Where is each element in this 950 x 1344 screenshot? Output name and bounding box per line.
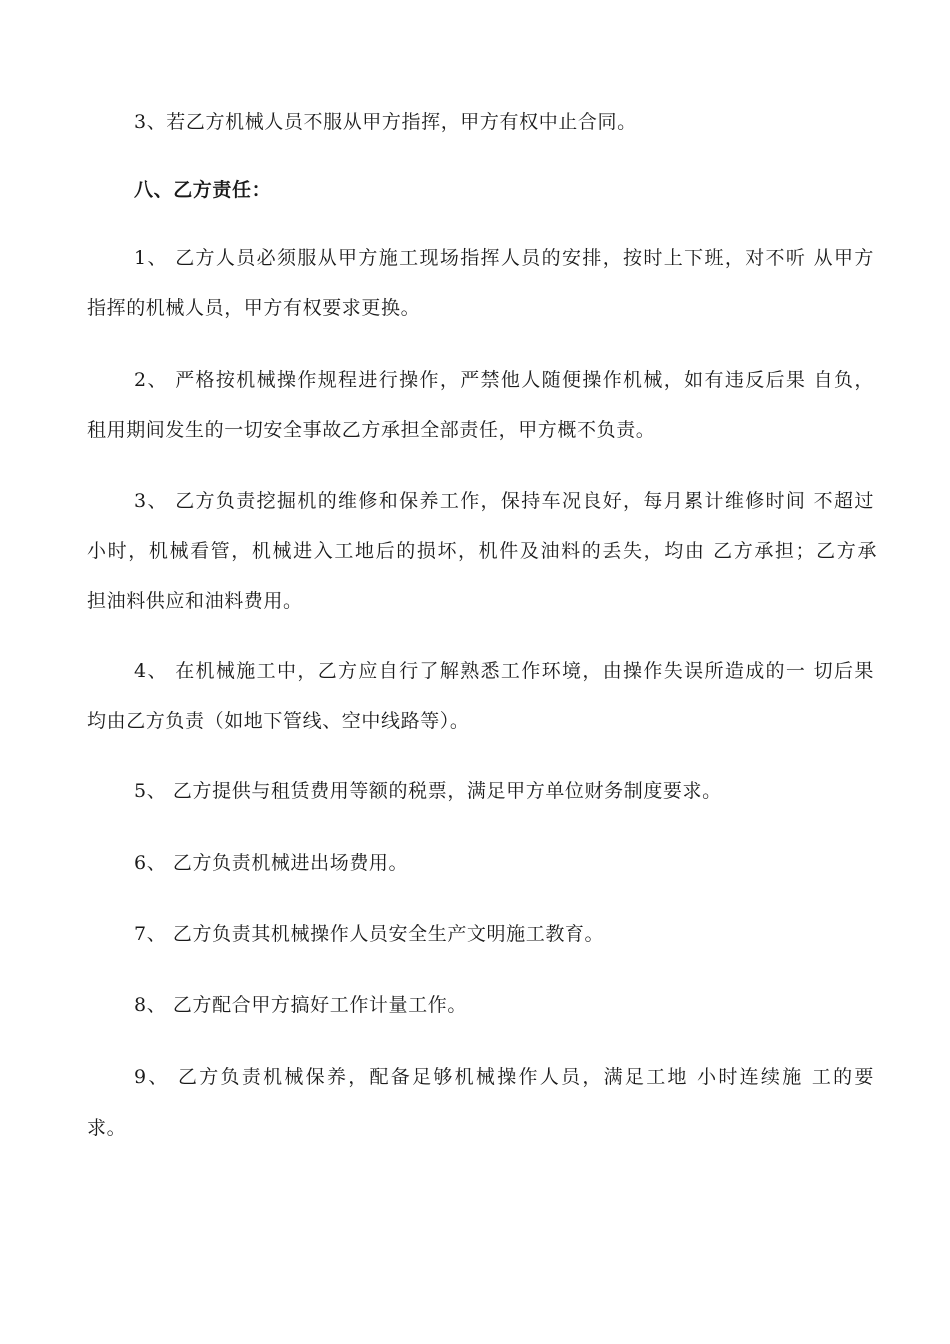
item-2-line-1: 2、 严格按机械操作规程进行操作，严禁他人随便操作机械，如有违反后果 自负， <box>134 369 874 391</box>
item-1-line-2: 指挥的机械人员，甲方有权要求更换。 <box>87 297 421 319</box>
item-6: 6、 乙方负责机械进出场费用。 <box>134 852 409 874</box>
item-9-line-2: 求。 <box>87 1117 127 1139</box>
item-2-line-2: 租用期间发生的一切安全事故乙方承担全部责任，甲方概不负责。 <box>87 419 656 441</box>
item-3-line-1: 3、 乙方负责挖掘机的维修和保养工作，保持车况良好，每月累计维修时间 不超过 <box>134 490 874 512</box>
item-3-line-3: 担油料供应和油料费用。 <box>87 590 303 612</box>
clause-7-3: 3、若乙方机械人员不服从甲方指挥，甲方有权中止合同。 <box>134 111 637 133</box>
item-3-line-2: 小时，机械看管，机械进入工地后的损坏，机件及油料的丢失，均由 乙方承担；乙方承 <box>87 540 877 562</box>
item-1-line-1: 1、 乙方人员必须服从甲方施工现场指挥人员的安排，按时上下班，对不听 从甲方 <box>134 247 874 269</box>
item-5: 5、 乙方提供与租赁费用等额的税票，满足甲方单位财务制度要求。 <box>134 780 722 802</box>
item-8: 8、 乙方配合甲方搞好工作计量工作。 <box>134 994 467 1016</box>
item-4-line-2: 均由乙方负责（如地下管线、空中线路等）。 <box>87 710 470 732</box>
item-9-line-1: 9、 乙方负责机械保养，配备足够机械操作人员，满足工地 小时连续施 工的要 <box>134 1066 874 1088</box>
section-8-heading: 八、乙方责任： <box>134 179 272 201</box>
item-4-line-1: 4、 在机械施工中，乙方应自行了解熟悉工作环境，由操作失误所造成的一 切后果 <box>134 660 874 682</box>
item-7: 7、 乙方负责其机械操作人员安全生产文明施工教育。 <box>134 923 605 945</box>
